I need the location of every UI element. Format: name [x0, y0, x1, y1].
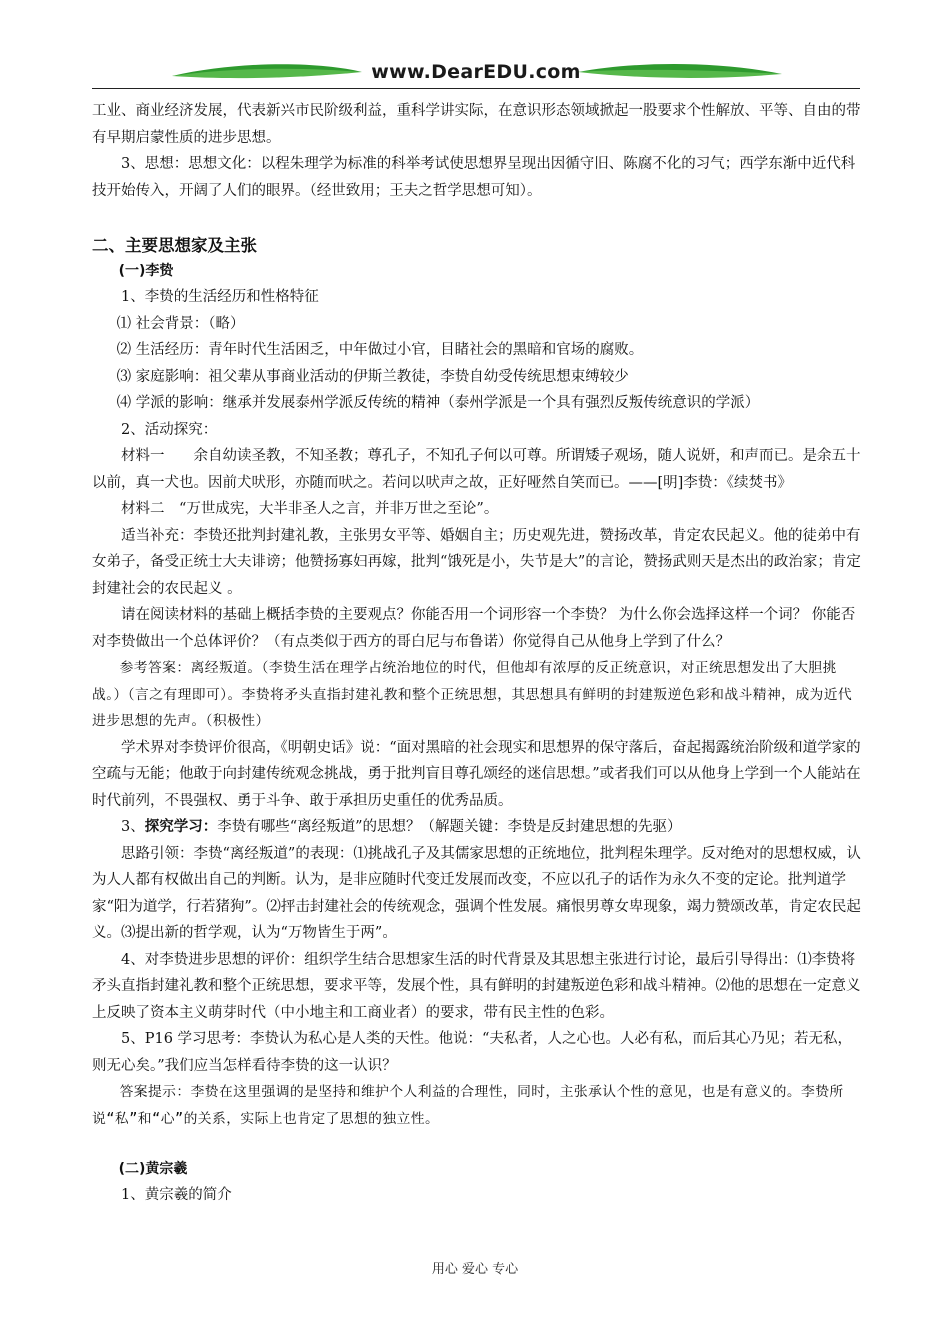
intro-paragraph-2: 3、思想：思想文化：以程朱理学为标准的科举考试使思想界呈现出因循守旧、陈腐不化的习气；西学东渐中近代科技开始传入，开阔了人们的眼界。（经世致用；王夫之哲学思想可知）。	[92, 156, 856, 199]
academic-evaluation: 学术界对李贽评价很高，《明朝史话》说：“面对黑暗的社会现实和思想界的保守落后，奋起揭露统治阶级和道学家的空疏与无能；他敢于向封建传统观念挑战，勇于批判盲目尊孔颂经的迷信思想。”或者我们可以从他身上学到一个人能站在时代前列，不畏强权、勇于斗争、敢于承担历史重任的优秀品质。	[92, 739, 861, 809]
subsection-title-huang-zongxi: (二)黄宗羲	[118, 1161, 188, 1177]
item-3-paragraph	[92, 814, 862, 841]
page-footer: 用心 爱心 专心	[431, 1262, 519, 1277]
list-item-experience: ⑵ 生活经历：青年时代生活困乏，中年做过小官，目睹社会的黑暗和官场的腐败。	[116, 342, 644, 358]
section-title: 二、主要思想家及主张	[92, 236, 257, 255]
item-1-heading: 1、李贽的生活经历和性格特征	[121, 289, 319, 305]
item-3-text: 李贽有哪些“离经叛道”的思想？（解题关键：李贽是反封建思想的先驱）	[217, 819, 682, 835]
question-paragraph: 请在阅读材料的基础上概括李贽的主要观点？你能否用一个词形容一个李贽？ 为什么你会选择这样一个词？ 你能否对李贽做出一个总体评价？（有点类似于西方的哥白尼与布鲁诺）你觉得自己从他身上学到了什么？	[92, 607, 856, 650]
huang-item-1: 1、黄宗羲的简介	[121, 1187, 232, 1203]
answer-hint: 答案提示：李贽在这里强调的是坚持和维护个人利益的合理性，同时，主张承认个性的意见，也是有意义的。李贽所说“私”和“心”的关系，实际上也肯定了思想的独立性。	[92, 1084, 844, 1127]
material-one: 材料一 余自幼读圣教，不知圣教；尊孔子，不知孔子何以可尊。所谓矮子观场，随人说妍，和声而已。是余五十以前，真一犬也。因前犬吠形，亦随而吠之。若问以吠声之故，正好哑然自笑而已。——[明]李贽：《续焚书》	[92, 448, 861, 491]
subsection-title-li-zhi: (一)李贽	[118, 263, 174, 279]
item-3-number: 3、	[121, 819, 145, 835]
site-header	[92, 54, 860, 90]
intro-paragraph-1: 工业、商业经济发展，代表新兴市民阶级利益，重科学讲实际，在意识形态领域掀起一股要求个性解放、平等、自由的带有早期启蒙性质的进步思想。	[92, 103, 861, 146]
item-2-heading: 2、活动探究：	[121, 421, 218, 438]
reference-answer: 参考答案：离经叛道。（李贽生活在理学占统治地位的时代，但他却有浓厚的反正统意识，对正统思想发出了大胆挑战。）（言之有理即可）。李贽将矛头直指封建礼教和整个正统思想，其思想具有鲜明的封建叛逆色彩和战斗精神，成为近代进步思想的先声。（积极性）	[92, 660, 853, 729]
site-logo-text: www.DearEDU.com	[371, 61, 581, 83]
document-body	[92, 98, 862, 1209]
list-item-school: ⑷ 学派的影响：继承并发展泰州学派反传统的精神（泰州学派是一个具有强烈反叛传统意识的学派）	[116, 395, 760, 411]
guide-paragraph: 思路引领：李贽“离经叛道”的表现：⑴挑战孔子及其儒家思想的正统地位，批判程朱理学。反对绝对的思想权威，认为人人都有权做出自己的判断。认为，是非应随时代变迁发展而改变，不应以孔子的话作为永久不变的定论。批判道学家“阳为道学，行若猪狗”。⑵抨击封建社会的传统观念，强调个性发展。痛恨男尊女卑现象，竭力赞颂改革，肯定农民起义。⑶提出新的哲学观，认为“万物皆生于两”。	[92, 845, 861, 941]
header-rule	[92, 88, 860, 89]
list-item-background: ⑴ 社会背景：（略）	[116, 315, 245, 332]
supplement-paragraph: 适当补充：李贽还批判封建礼教，主张男女平等、婚姻自主；历史观先进，赞扬改革，肯定农民起义。他的徒弟中有女弟子，备受正统士大夫诽谤；他赞扬寡妇再嫁，批判“饿死是小，失节是大”的言论，赞扬武则天是杰出的政治家；肯定封建社会的农民起义 。	[92, 527, 861, 597]
material-two: 材料二 “万世成宪，大半非圣人之言，并非万世之至论”。	[121, 501, 499, 517]
list-item-family: ⑶ 家庭影响：祖父辈从事商业活动的伊斯兰教徒，李贽自幼受传统思想束缚较少	[116, 368, 629, 385]
item-4-paragraph: 4、对李贽进步思想的评价：组织学生结合思想家生活的时代背景及其思想主张进行讨论，最后引导得出：⑴李贽将矛头直指封建礼教和整个正统思想，要求平等，发展个性，具有鲜明的封建叛逆色彩和战斗精神。⑵他的思想在一定意义上反映了资本主义萌芽时代（中小地主和工商业者）的要求，带有民主性的色彩。	[92, 951, 861, 1021]
item-3-label: 探究学习：	[144, 818, 218, 835]
item-5-paragraph: 5、P16 学习思考：李贽认为私心是人类的天性。他说：“夫私者，人之心也。人必有私，而后其心乃见；若无私，则无心矣。”我们应当怎样看待李贽的这一认识？	[92, 1031, 852, 1074]
